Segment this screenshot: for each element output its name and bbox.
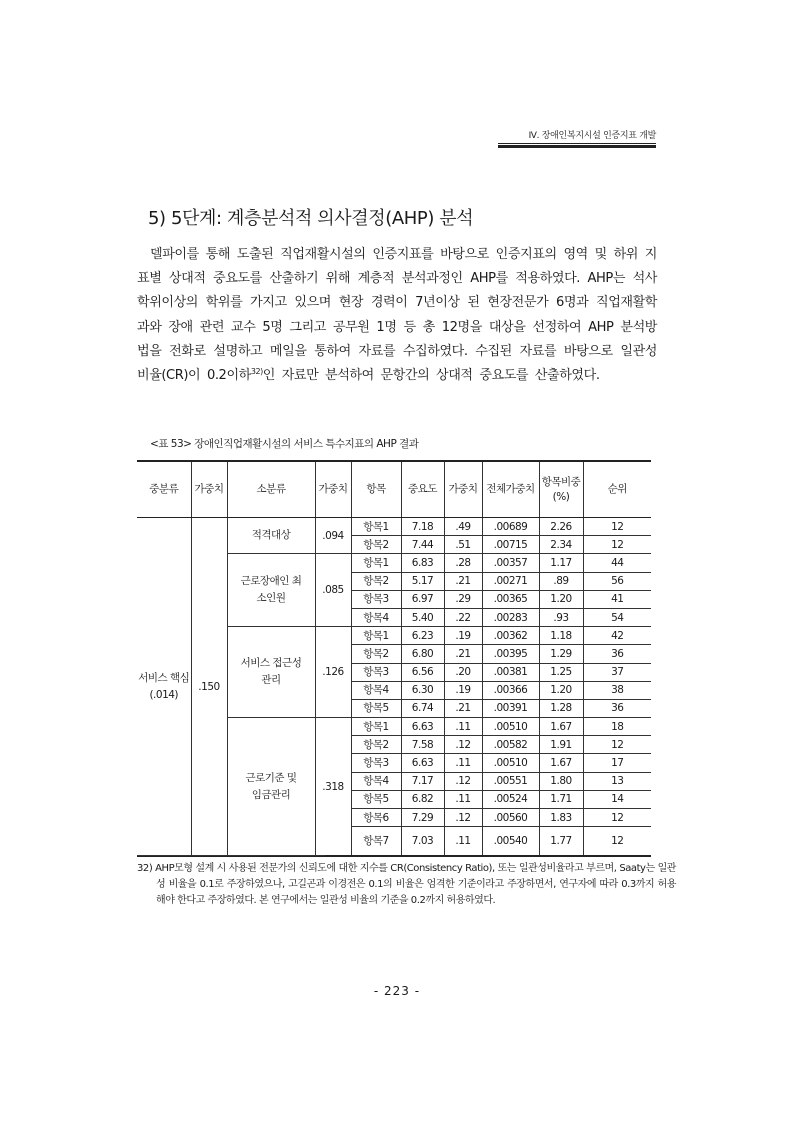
- body-paragraph: [137, 243, 657, 388]
- total-weight-cell: .00283: [482, 608, 539, 626]
- total-weight-cell: .00510: [482, 718, 539, 736]
- paragraph-text-before-footnote: 델파이를 통해 도출된 직업재활시설의 인증지표를 바탕으로 인증지표의 영역 및 하위 지표별 상대적 중요도를 산출하기 위해 계층적 분석과정인 AHP를 적용하였다. AHP는 석사학위이상의 학위를 가지고 있으며 현장 경력이 7년이상 된 현장전문가 6명과 직업재활학과와 장애 관련 교수 5명 그리고 공무원 1명 등 총 12명을 대상을 선정하여 AHP 분석방법을 전화로 설명하고 메일을 통하여 자료를 수집하였다. 수집된 자료를 바탕으로 일관성 비율(CR)이 0.2이하: [137, 247, 657, 384]
- header-total-weight: 전체가중치: [482, 461, 539, 518]
- total-weight-cell: .00715: [482, 536, 539, 554]
- weight-cell: .11: [444, 827, 482, 857]
- table-caption: <표 53> 장애인직업재활시설의 서비스 특수지표의 AHP 결과: [150, 438, 419, 450]
- item-ratio-cell: 1.91: [539, 736, 583, 754]
- item-ratio-cell: 1.77: [539, 827, 583, 857]
- item-cell: 항목4: [351, 772, 401, 790]
- item-ratio-cell: 1.25: [539, 663, 583, 681]
- rank-cell: 37: [583, 663, 651, 681]
- header-rule-thick: [498, 145, 656, 148]
- total-weight-cell: .00395: [482, 645, 539, 663]
- item-ratio-cell: 1.80: [539, 772, 583, 790]
- item-ratio-cell: 1.18: [539, 627, 583, 645]
- header-rule: [498, 143, 656, 144]
- item-ratio-cell: 2.26: [539, 518, 583, 536]
- importance-cell: 7.29: [401, 809, 444, 827]
- item-cell: 항목2: [351, 736, 401, 754]
- header-mid-category: 중분류: [137, 461, 191, 518]
- total-weight-cell: .00365: [482, 590, 539, 608]
- sub-category-cell: 적격대상: [227, 518, 315, 554]
- footnote-reference[interactable]: 32): [250, 367, 263, 377]
- rank-cell: 42: [583, 627, 651, 645]
- weight-cell: .19: [444, 681, 482, 699]
- item-ratio-cell: 1.17: [539, 554, 583, 572]
- item-cell: 항목1: [351, 554, 401, 572]
- total-weight-cell: .00366: [482, 681, 539, 699]
- rank-cell: 12: [583, 827, 651, 857]
- mid-category-cell: 서비스 핵심 (.014): [137, 518, 191, 857]
- weight-cell: .11: [444, 754, 482, 772]
- importance-cell: 7.03: [401, 827, 444, 857]
- weight-cell: .12: [444, 736, 482, 754]
- mid-category-weight-cell: .150: [191, 518, 227, 857]
- running-header: Ⅳ. 장애인복지시설 인증지표 개발: [528, 131, 656, 141]
- item-cell: 항목3: [351, 754, 401, 772]
- importance-cell: 6.82: [401, 790, 444, 808]
- ahp-results-table: [137, 460, 651, 857]
- weight-cell: .49: [444, 518, 482, 536]
- importance-cell: 6.30: [401, 681, 444, 699]
- total-weight-cell: .00524: [482, 790, 539, 808]
- header-rank: 순위: [583, 461, 651, 518]
- rank-cell: 12: [583, 736, 651, 754]
- weight-cell: .12: [444, 772, 482, 790]
- weight-cell: .11: [444, 718, 482, 736]
- header-importance: 중요도: [401, 461, 444, 518]
- item-cell: 항목3: [351, 663, 401, 681]
- weight-cell: .28: [444, 554, 482, 572]
- weight-cell: .21: [444, 572, 482, 590]
- weight-cell: .11: [444, 790, 482, 808]
- weight-cell: .22: [444, 608, 482, 626]
- rank-cell: 41: [583, 590, 651, 608]
- rank-cell: 14: [583, 790, 651, 808]
- sub-category-weight-cell: .126: [315, 627, 351, 718]
- rank-cell: 38: [583, 681, 651, 699]
- weight-cell: .51: [444, 536, 482, 554]
- item-cell: 항목2: [351, 536, 401, 554]
- weight-cell: .21: [444, 645, 482, 663]
- total-weight-cell: .00540: [482, 827, 539, 857]
- footnote: 32) AHP모형 설계 시 사용된 전문가의 신뢰도에 대한 지수를 CR(Consistency Ratio), 또는 일관성비율라고 부르며, Saaty는 일관성 비율을 0.1로 주장하였으나, 고길곤과 이경전은 0.1의 비율은 엄격한 기준이라고 주장하면서, 연구자에 따라 0.3까지 허용해야 한다고 주장하였다. 본 연구에서는 일관성 비율의 기준을 0.2까지 허용하였다.: [137, 863, 676, 906]
- importance-cell: 6.63: [401, 718, 444, 736]
- total-weight-cell: .00362: [482, 627, 539, 645]
- total-weight-cell: .00560: [482, 809, 539, 827]
- table-body: [137, 518, 651, 857]
- item-cell: 항목7: [351, 827, 401, 857]
- importance-cell: 6.80: [401, 645, 444, 663]
- item-cell: 항목5: [351, 699, 401, 717]
- total-weight-cell: .00271: [482, 572, 539, 590]
- rank-cell: 12: [583, 809, 651, 827]
- sub-category-weight-cell: .094: [315, 518, 351, 554]
- weight-cell: .29: [444, 590, 482, 608]
- importance-cell: 6.74: [401, 699, 444, 717]
- importance-cell: 6.63: [401, 754, 444, 772]
- importance-cell: 7.18: [401, 518, 444, 536]
- importance-cell: 7.58: [401, 736, 444, 754]
- header-weight-1: 가중치: [191, 461, 227, 518]
- importance-cell: 6.56: [401, 663, 444, 681]
- weight-cell: .19: [444, 627, 482, 645]
- weight-cell: .21: [444, 699, 482, 717]
- total-weight-cell: .00381: [482, 663, 539, 681]
- item-cell: 항목2: [351, 572, 401, 590]
- importance-cell: 6.83: [401, 554, 444, 572]
- item-ratio-cell: 1.20: [539, 590, 583, 608]
- paragraph-text-after-footnote: 인 자료만 분석하여 문항간의 상대적 중요도를 산출하였다.: [262, 368, 600, 384]
- importance-cell: 5.40: [401, 608, 444, 626]
- item-ratio-cell: 1.29: [539, 645, 583, 663]
- rank-cell: 13: [583, 772, 651, 790]
- sub-category-weight-cell: .085: [315, 554, 351, 627]
- importance-cell: 5.17: [401, 572, 444, 590]
- rank-cell: 36: [583, 699, 651, 717]
- header-weight-3: 가중치: [444, 461, 482, 518]
- rank-cell: 36: [583, 645, 651, 663]
- weight-cell: .20: [444, 663, 482, 681]
- table-header-row: [137, 461, 651, 518]
- item-ratio-cell: 1.28: [539, 699, 583, 717]
- section-heading: 5) 5단계: 계층분석적 의사결정(AHP) 분석: [148, 208, 474, 229]
- header-weight-2: 가중치: [315, 461, 351, 518]
- rank-cell: 12: [583, 536, 651, 554]
- sub-category-cell: 근로장애인 최소인원: [227, 554, 315, 627]
- rank-cell: 56: [583, 572, 651, 590]
- header-sub-category: 소분류: [227, 461, 315, 518]
- item-cell: 항목4: [351, 608, 401, 626]
- item-ratio-cell: 1.67: [539, 754, 583, 772]
- item-ratio-cell: .89: [539, 572, 583, 590]
- header-item-ratio: 항목비중(%): [539, 461, 583, 518]
- rank-cell: 12: [583, 518, 651, 536]
- item-cell: 항목4: [351, 681, 401, 699]
- total-weight-cell: .00689: [482, 518, 539, 536]
- page-number: - 223 -: [373, 984, 421, 998]
- importance-cell: 6.23: [401, 627, 444, 645]
- item-cell: 항목1: [351, 518, 401, 536]
- rank-cell: 54: [583, 608, 651, 626]
- item-ratio-cell: 1.20: [539, 681, 583, 699]
- table-row: [137, 518, 651, 536]
- item-ratio-cell: 1.67: [539, 718, 583, 736]
- rank-cell: 17: [583, 754, 651, 772]
- item-ratio-cell: 2.34: [539, 536, 583, 554]
- item-cell: 항목5: [351, 790, 401, 808]
- total-weight-cell: .00510: [482, 754, 539, 772]
- total-weight-cell: .00551: [482, 772, 539, 790]
- item-cell: 항목3: [351, 590, 401, 608]
- item-cell: 항목1: [351, 627, 401, 645]
- sub-category-cell: 서비스 접근성 관리: [227, 627, 315, 718]
- item-ratio-cell: 1.71: [539, 790, 583, 808]
- importance-cell: 7.44: [401, 536, 444, 554]
- rank-cell: 44: [583, 554, 651, 572]
- importance-cell: 6.97: [401, 590, 444, 608]
- weight-cell: .12: [444, 809, 482, 827]
- header-item: 항목: [351, 461, 401, 518]
- item-cell: 항목2: [351, 645, 401, 663]
- total-weight-cell: .00391: [482, 699, 539, 717]
- importance-cell: 7.17: [401, 772, 444, 790]
- rank-cell: 18: [583, 718, 651, 736]
- total-weight-cell: .00357: [482, 554, 539, 572]
- sub-category-cell: 근로기준 및 임금관리: [227, 718, 315, 857]
- item-ratio-cell: .93: [539, 608, 583, 626]
- item-cell: 항목1: [351, 718, 401, 736]
- item-ratio-cell: 1.83: [539, 809, 583, 827]
- footnote-rule: [137, 855, 325, 856]
- sub-category-weight-cell: .318: [315, 718, 351, 857]
- item-cell: 항목6: [351, 809, 401, 827]
- total-weight-cell: .00582: [482, 736, 539, 754]
